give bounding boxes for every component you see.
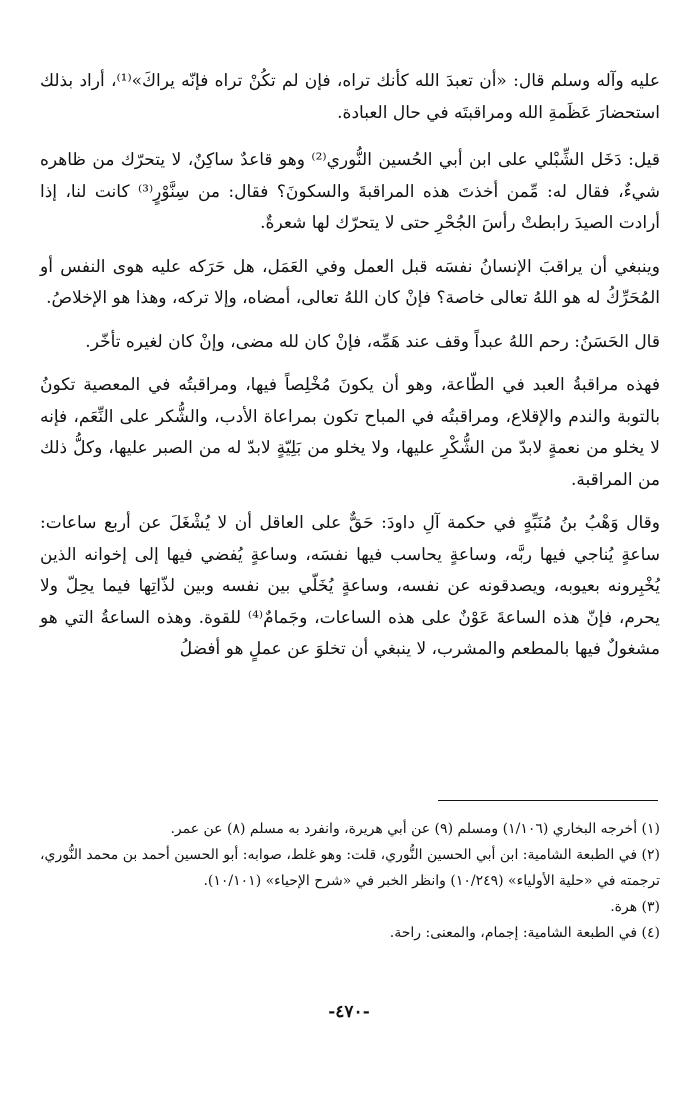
paragraph: وينبغي أن يراقبَ الإنسانُ نفسَه قبل العمل وفي العَمَل، هل حَرَكه عليه هوى النفس أو المُحَرِّكُ له هو اللهُ تعالى خاصة؟ فإنْ كان اللهُ تعالى، أمضاه، وإلا تركه، وهذا هو الإخلاصُ. (40, 256, 660, 308)
paragraph: قيل: دَخَل الشِّبْلي على ابن أبي الحُسين النُّوري⁽²⁾ وهو قاعدٌ ساكِنٌ، لا يتحرّك من ظاهره شيءٌ، فقال له: مِّمن أخذتَ هذه المراقبةَ والسكونَ؟ فقال: من سِنَّوْرٍ⁽³⁾ كانت لنا، إذا أرادت الصيدَ رابطتْ رأسَ الجُحْرِ حتى لا يتحرّك لها شعرةٌ. (40, 150, 660, 233)
footnote-divider (438, 800, 658, 801)
footnote: (١) أخرجه البخاري (١/١٠٦) ومسلم (٩) عن أبي هريرة، وانفرد به مسلم (٨) عن عمر. (170, 821, 660, 837)
paragraph: عليه وآله وسلم قال: «أن تعبدَ الله كأنك تراه، فإن لم تكُنْ تراه فإنّه يراكَ»⁽¹⁾، أراد بذلك استحضارَ عَظَمةِ الله ومراقبتَه في حال العبادة. (40, 71, 661, 123)
paragraph: فهذه مراقبةُ العبد في الطّاعة، وهو أن يكونَ مُخْلِصاً فيها، ومراقبتُه في المعصية تكونُ بالتوبة والندم والإقلاع، ومراقبتُه في المباح تكون بمراعاة الأدب، والشُّكر على النِّعَم، فإنه لا يخلو من نعمةٍ لابدّ من الشُّكْرِ عليها، ولا يخلو من بَلِيّةٍ لابدّ له من الصبر عليها، وكلُّ ذلك من المراقبة. (40, 375, 660, 490)
page-number: -٤٧٠- (328, 1002, 370, 1022)
main-text (40, 66, 660, 678)
footnotes (40, 816, 660, 946)
footnote: (٢) في الطبعة الشامية: ابن أبي الحسين النُّوري، قلت: وهو غلط، صوابه: أبو الحسين أحمد بن محمد النُّوري، ترجمته في «حلية الأولياء» (١٠/٢٤٩) وانظر الخبر في «شرح الإحياء» (١٠/١٠١). (40, 847, 660, 889)
paragraph: وقال وَهْبُ بنُ مُنَبِّهٍ في حكمة آلِ داودَ: حَقٌّ على العاقل أن لا يُشْغَلَ عن أربع ساعات: ساعةٍ يُناجي فيها ربَّه، وساعةٍ يحاسب فيها نفسَه، وساعةٍ يُفضي فيها إلى إخوانه الذين يُخْبِرونه بعيوبه، ويصدقونه عن نفسه، وساعةٍ يُخَلّي بين نفسه وبين لذّاتِها فيما يحِلّ ولا يحرم، فإنّ هذه الساعةَ عَوْنٌ على هذه الساعات، وجَمامٌ⁽⁴⁾ للقوة. وهذه الساعةُ التي هو مشغولٌ فيها بالمطعم والمشرب، لا ينبغي أن تخلوَ عن عملٍ هو أفضلُ (40, 513, 660, 659)
footnote: (٣) هرة. (610, 899, 660, 915)
paragraph: قال الحَسَنُ: رحم اللهُ عبداً وقف عند هَمِّه، فإنْ كان لله مضى، وإنْ كان لغيره تأخّر. (85, 331, 660, 352)
footnote: (٤) في الطبعة الشامية: إجمام، والمعنى: راحة. (389, 925, 660, 941)
